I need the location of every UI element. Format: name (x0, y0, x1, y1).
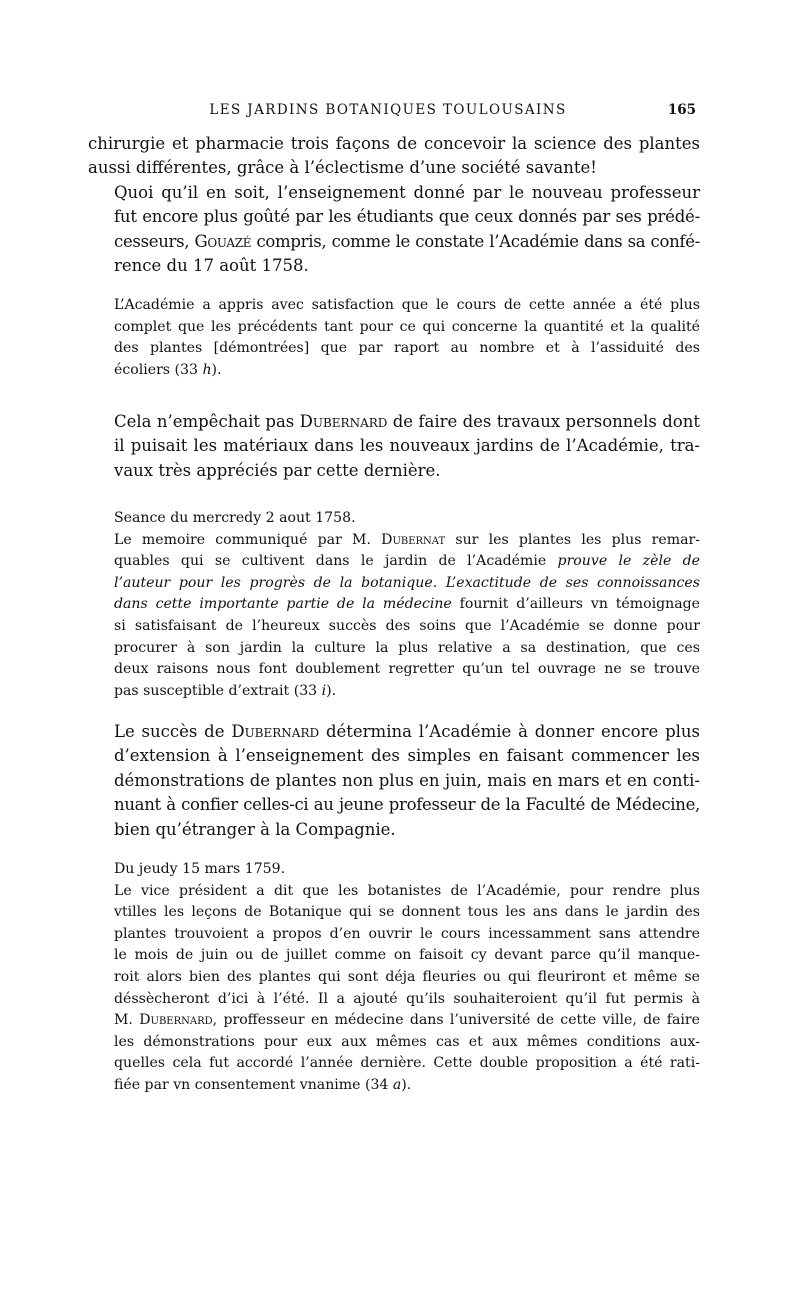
text-line: des plantes [démontrées] que par raport au nombre et à l’assiduité des (114, 340, 700, 357)
paragraph-teaching (88, 181, 700, 279)
text-line: démonstrations de plantes non plus en juin, mais en mars et en conti- (114, 770, 700, 790)
quotation-date: Seance du mercredy 2 aout 1758. (114, 510, 356, 526)
text-line: vtilles les leçons de Botanique qui se donnent tous les ans dans le jardin des (114, 904, 700, 921)
text-line: vaux très appréciés par cette dernière. (114, 460, 441, 480)
quotation-seance-1758 (88, 508, 700, 702)
text-line: Cela n’empêchait pas Dubernard de faire des travaux personnels dont (114, 412, 700, 431)
text-line: L’Académie a appris avec satisfaction que le cours de cette année a été plus (114, 297, 700, 313)
text-line: aussi différentes, grâce à l’éclectisme d’une société savante! (88, 158, 597, 178)
text-line: bien qu’étranger à la Compagnie. (114, 819, 396, 839)
text-line: si satisfaisant de l’heureux succès des soins que l’Académie se donne pour (114, 617, 700, 634)
text-line: rence du 17 août 1758. (114, 256, 309, 276)
paragraph-dubernard-work (88, 410, 700, 483)
text-line: fut encore plus goûté par les étudiants que ceux donnés par ses prédé- (114, 207, 700, 227)
text-line: écoliers (33 h). (114, 361, 222, 378)
text-line: complet que les précédents tant pour ce qui concerne la quantité et la qualité (114, 318, 700, 335)
text-line: plantes trouvoient a propos d’en ouvrir le cours incessamment sans attendre (114, 925, 700, 942)
text-line: Le vice président a dit que les botanistes de l’Académie, pour rendre plus (114, 882, 700, 899)
text-line: il puisait les matériaux dans les nouveaux jardins de l’Académie, tra- (114, 436, 700, 456)
text-line: quelles cela fut accordé l’année dernière. Cette double proposition a été rati- (114, 1055, 700, 1072)
author-name: Dubernat (381, 531, 446, 548)
text-line: d’extension à l’enseignement des simples en faisant commencer les (114, 746, 700, 766)
reference-letter: a (392, 1076, 402, 1093)
text-line: les démonstrations pour eux aux mêmes cas et aux mêmes conditions aux- (114, 1033, 700, 1050)
text-line: deux raisons nous font doublement regretter qu’un tel ouvrage ne se trouve (114, 661, 700, 678)
page-number: 165 (667, 102, 696, 118)
text-line: Le memoire communiqué par M. Dubernat sur les plantes les plus remar- (114, 531, 700, 548)
text-line: Le succès de Dubernard détermina l’Académie à donner encore plus (114, 722, 701, 741)
quotation-jeudy-1759 (88, 859, 700, 1097)
author-name: Gouazé (194, 231, 252, 251)
text-line: nuant à confier celles-ci au jeune professeur de la Faculté de Médecine, (114, 795, 700, 815)
text-line: dans cette importante partie de la médecine fournit d’ailleurs vn témoignage (114, 596, 700, 613)
text-line: M. Dubernard, proffesseur en médecine dans l’université de cette ville, de faire (114, 1012, 700, 1029)
reference-letter: i (321, 682, 327, 699)
text-line: chirurgie et pharmacie trois façons de concevoir la science des plantes (88, 134, 700, 153)
text-line: l’auteur pour les progrès de la botanique. L’exactitude de ses connoissances (114, 574, 700, 591)
text-line: quables qui se cultivent dans le jardin de l’Académie prouve le zèle de (114, 553, 700, 570)
quotation-academy-1758 (88, 295, 700, 381)
running-title: LES JARDINS BOTANIQUES TOULOUSAINS (209, 102, 567, 118)
text-line: cesseurs, Gouazé compris, comme le constate l’Académie dans sa confé- (114, 231, 700, 251)
paragraph-continuation (88, 132, 700, 181)
author-name: Dubernard (231, 722, 320, 741)
text-line: le mois de juin ou de juillet comme on faisoit cy devant parce qu’il manque- (114, 947, 700, 964)
running-header (88, 102, 696, 122)
author-name: Dubernard (139, 1012, 213, 1029)
text-line: déssècheront d’ici à l’été. Il a ajouté qu’ils souhaiteroient qu’il fut permis à (114, 990, 700, 1007)
paragraph-extension (88, 720, 700, 842)
quotation-date: Du jeudy 15 mars 1759. (114, 861, 286, 877)
text-line: fiée par vn consentement vnanime (34 a). (114, 1076, 412, 1093)
text-line: procurer à son jardin la culture la plus relative a sa destination, que ces (114, 639, 700, 656)
reference-letter: h (202, 361, 212, 378)
text-line: roit alors bien des plantes qui sont déja fleuries ou qui fleuriront et même se (114, 968, 700, 985)
author-name: Dubernard (299, 412, 388, 431)
text-line: pas susceptible d’extrait (33 i). (114, 682, 337, 699)
text-line: Quoi qu’il en soit, l’enseignement donné par le nouveau professeur (114, 183, 700, 202)
